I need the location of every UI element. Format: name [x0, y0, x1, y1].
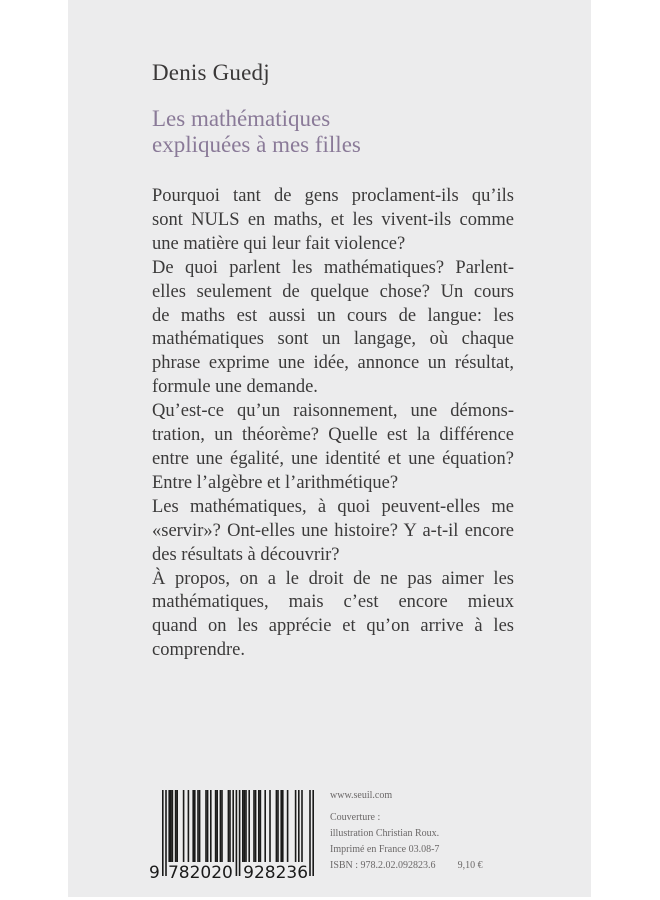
- svg-text:782020: 782020: [167, 863, 233, 880]
- title-line-2: expliquées à mes filles: [152, 132, 361, 157]
- isbn-text: ISBN : 978.2.02.092823.6: [330, 860, 436, 871]
- illustration-credit: illustration Christian Roux.: [330, 828, 440, 839]
- blurb-line: mathématiques sont un langage, où chaque: [152, 329, 514, 350]
- isbn-barcode: [148, 788, 320, 880]
- blurb-line: tration, un théorème? Quelle est la différence: [152, 425, 514, 446]
- blurb-line: sont NULS en maths, et les vivent-ils comme: [152, 209, 514, 230]
- svg-text:9: 9: [149, 863, 160, 880]
- blurb-line: de maths est aussi un cours de langue: les: [152, 305, 514, 326]
- blurb-line: des résultats à découvrir?: [152, 544, 340, 565]
- imprint-block: [330, 788, 483, 874]
- svg-text:928236: 928236: [243, 863, 309, 880]
- book-title: [152, 106, 361, 158]
- blurb-line: formule une demande.: [152, 377, 318, 398]
- blurb-line: Les mathématiques, à quoi peuvent-elles me: [152, 496, 514, 517]
- blurb-line: entre une égalité, une identité et une équation?: [152, 448, 514, 469]
- blurb-line: mathématiques, mais c’est encore mieux: [152, 592, 514, 613]
- blurb-line: quand on les apprécie et qu’on arrive à les: [152, 616, 514, 637]
- printed-in: Imprimé en France 03.08-7: [330, 844, 440, 855]
- blurb-line: À propos, on a le droit de ne pas aimer les: [152, 568, 514, 589]
- book-back-cover: [68, 0, 591, 897]
- blurb-line: Entre l’algèbre et l’arithmétique?: [152, 472, 399, 493]
- blurb-line: phrase exprime une idée, annonce un résultat,: [152, 353, 514, 374]
- title-line-1: Les mathématiques: [152, 106, 331, 131]
- blurb-text: [152, 185, 514, 663]
- author-name: Denis Guedj: [152, 60, 270, 85]
- blurb-line: une matière qui leur fait violence?: [152, 233, 406, 254]
- cover-label: Couverture :: [330, 812, 381, 823]
- publisher-url: www.seuil.com: [330, 790, 393, 801]
- blurb-line: comprendre.: [152, 640, 245, 661]
- price: 9,10 €: [457, 860, 483, 871]
- blurb-line: «servir»? Ont-elles une histoire? Y a-t-il encore: [152, 520, 514, 541]
- barcode-icon: [148, 788, 320, 880]
- blurb-line: Qu’est-ce qu’un raisonnement, une démons-: [152, 401, 514, 422]
- blurb-line: elles seulement de quelque chose? Un cours: [152, 281, 514, 302]
- blurb-line: Pourquoi tant de gens proclament-ils qu’ils: [152, 186, 514, 206]
- blurb-line: De quoi parlent les mathématiques? Parlent-: [152, 257, 514, 278]
